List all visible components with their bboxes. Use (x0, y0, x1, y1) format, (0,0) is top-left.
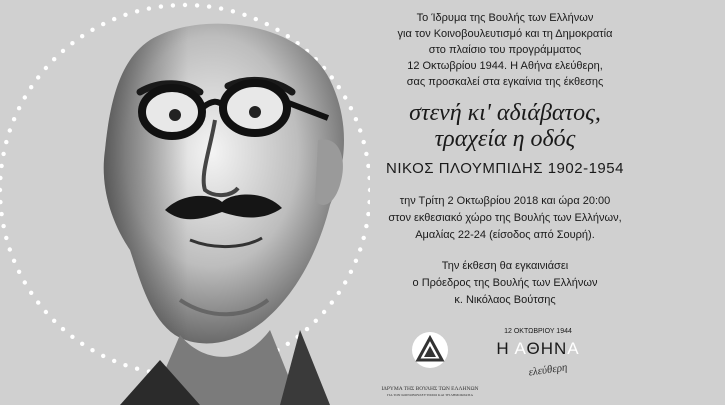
frame-dot (70, 335, 74, 339)
program-title (488, 339, 588, 359)
frame-dot (8, 247, 12, 251)
details-line-3: Αμαλίας 22-24 (είσοδος από Σουρή). (415, 229, 595, 241)
frame-dot (364, 152, 368, 156)
frame-dot (135, 9, 139, 13)
frame-dot (101, 22, 105, 26)
frame-dot (314, 319, 318, 323)
foundation-subtitle: ΓΙΑ ΤΟΝ ΚΟΙΝΟΒΟΥΛΕΥΤΙΣΜΟ ΚΑΙ ΤΗ ΔΗΜΟΚΡΑΤΙΑ (386, 393, 473, 397)
frame-dot (358, 247, 362, 251)
frame-dot (286, 342, 290, 346)
details-line-2: στον εκθεσιακό χώρο της Βουλής των Ελλήνων, (388, 212, 622, 224)
frame-dot (123, 13, 127, 17)
program-date: 12 ΟΚΤΩΒΡΙΟΥ 1944 (504, 328, 572, 335)
frame-dot (147, 6, 151, 10)
frame-dot (36, 300, 40, 304)
frame-dot (4, 236, 8, 240)
intro-line-2: για τον Κοινοβουλευτισμό και τη Δημοκρατία (397, 28, 613, 40)
frame-dot (195, 3, 199, 7)
foundation-emblem-icon (410, 330, 450, 370)
frame-dot (231, 9, 235, 13)
frame-dot (36, 75, 40, 79)
program-logo (488, 328, 588, 398)
intro-line-1: Το Ίδρυμα της Βουλής των Ελλήνων (416, 12, 594, 24)
frame-dot (322, 310, 326, 314)
foundation-name: ΙΔΡΥΜΑ ΤΗΣ ΒΟΥΛΗΣ ΤΩΝ ΕΛΛΗΝΩΝ (381, 386, 479, 392)
frame-dot (330, 300, 334, 304)
frame-dot (171, 3, 175, 7)
frame-dot (90, 28, 94, 32)
frame-dot (242, 13, 246, 17)
frame-dot (123, 363, 127, 367)
program-letter: Η (496, 339, 510, 358)
frame-dot (0, 200, 3, 204)
frame-dot (52, 57, 56, 61)
frame-dot (219, 6, 223, 10)
frame-dot (112, 17, 116, 21)
program-letter: Α (567, 339, 580, 358)
foundation-logo (380, 328, 480, 403)
program-letter: Α (514, 339, 527, 358)
frame-dot (286, 34, 290, 38)
frame-dot (0, 164, 4, 168)
frame-dot (12, 117, 16, 121)
intro-line-4: 12 Οκτωβρίου 1944. Η Αθήνα ελεύθερη, (407, 60, 603, 72)
exhibition-title-line-1: στενή κι' αδιάβατος, (409, 100, 601, 126)
program-signature: ελεύθερη (527, 361, 569, 379)
frame-dot (254, 17, 258, 21)
exhibition-title-line-2: τραχεία η οδός (434, 126, 576, 152)
frame-dot (17, 270, 21, 274)
frame-dot (0, 188, 2, 192)
frame-dot (275, 28, 279, 32)
frame-dot (305, 327, 309, 331)
frame-dot (159, 4, 163, 8)
details-line-1: την Τρίτη 2 Οκτωβρίου 2018 και ώρα 20:00 (399, 195, 611, 207)
frame-dot (112, 359, 116, 363)
opening-line-2: ο Πρόεδρος της Βουλής των Ελλήνων (412, 277, 598, 289)
frame-dot (12, 259, 16, 263)
opening-line-3: κ. Νικόλαος Βούτσης (454, 294, 556, 306)
frame-dot (0, 176, 3, 180)
frame-dot (52, 319, 56, 323)
intro-line-5: σας προσκαλεί στα εγκαίνια της έκθεσης (406, 76, 604, 88)
frame-dot (61, 49, 65, 53)
frame-dot (330, 75, 334, 79)
frame-dot (368, 188, 370, 192)
frame-dot (8, 128, 12, 132)
frame-dot (183, 3, 187, 7)
program-letter: Ν (553, 339, 568, 358)
frame-dot (61, 327, 65, 331)
frame-dot (80, 34, 84, 38)
frame-dot (17, 106, 21, 110)
frame-dot (135, 367, 139, 371)
frame-dot (80, 342, 84, 346)
frame-dot (23, 280, 27, 284)
frame-dot (1, 152, 5, 156)
frame-dot (44, 310, 48, 314)
intro-line-3: στο πλαίσιο του προγράμματος (428, 44, 582, 56)
frame-dot (29, 291, 33, 295)
frame-dot (70, 41, 74, 45)
program-letter: Θ (526, 339, 541, 358)
frame-dot (29, 85, 33, 89)
frame-dot (101, 354, 105, 358)
frame-dot (44, 66, 48, 70)
frame-dot (1, 224, 5, 228)
artist-name: ΝΙΚΟΣ ΠΛΟΥΜΠΙΔΗΣ 1902-1954 (386, 160, 624, 177)
frame-dot (207, 4, 211, 8)
ear-shape (315, 139, 343, 205)
opening-line-1: Την έκθεση θα εγκαινιάσει (441, 260, 569, 272)
program-letter: Η (540, 339, 554, 358)
frame-dot (0, 212, 4, 216)
frame-dot (23, 95, 27, 99)
frame-dot (265, 22, 269, 26)
frame-dot (4, 140, 8, 144)
frame-dot (90, 348, 94, 352)
